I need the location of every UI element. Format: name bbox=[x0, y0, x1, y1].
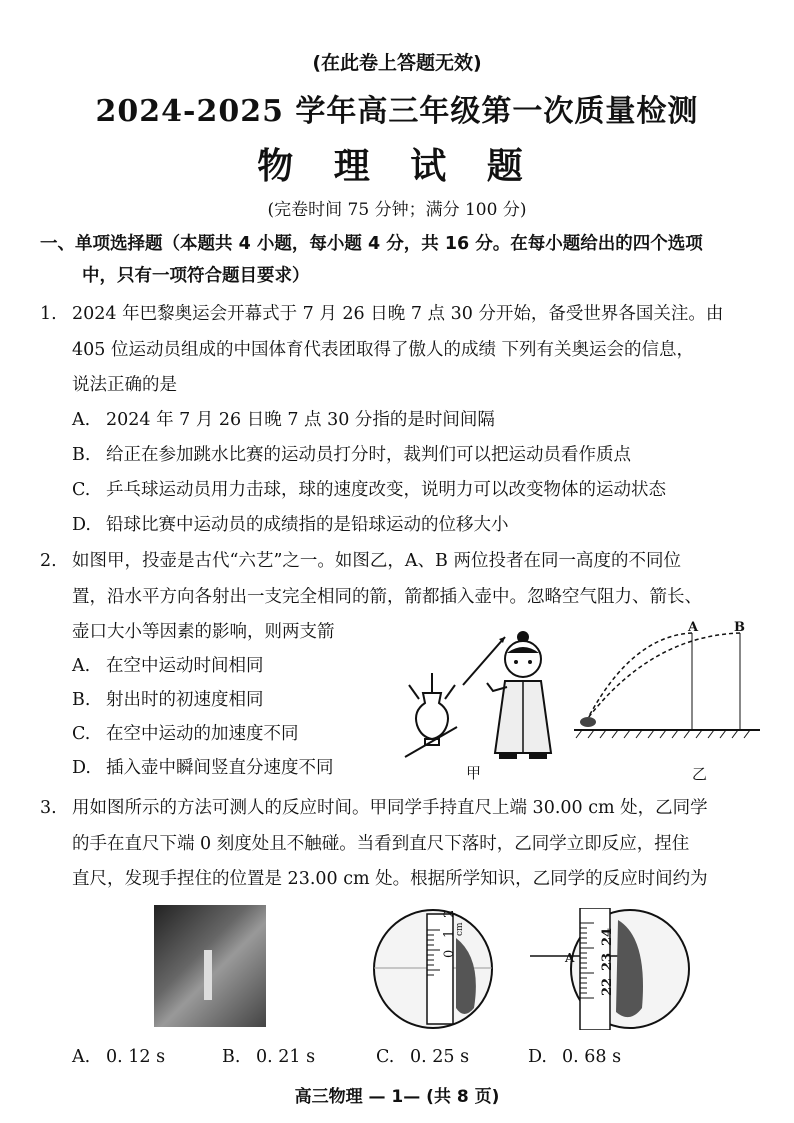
q3-line: 的手在直尺下端 0 刻度处且不触碰。当看到直尺下落时，乙同学立即反应，捏住 bbox=[72, 834, 690, 854]
figure-yi-label: 乙 bbox=[692, 765, 708, 783]
ruler1-tick-1: 1 bbox=[442, 929, 457, 938]
q1-option-b: B. 给正在参加跳水比赛的运动员打分时，裁判们可以把运动员看作质点 bbox=[72, 445, 631, 465]
time-info: (完卷时间 75 分钟；满分 100 分) bbox=[267, 200, 527, 220]
ruler2-tick-22: 22 bbox=[600, 977, 615, 996]
q1-option-d: D. 铅球比赛中运动员的成绩指的是铅球运动的位移大小 bbox=[72, 515, 509, 535]
ruler1-unit: cm bbox=[455, 922, 465, 936]
figure-jia-label: 甲 bbox=[466, 764, 482, 782]
q3-option-b: B. 0. 21 s bbox=[222, 1047, 316, 1067]
ruler1-tick-0: 0 bbox=[442, 949, 457, 958]
q2-line: 置，沿水平方向各射出一支完全相同的箭，箭都插入壶中。忽略空气阻力、箭长、 bbox=[72, 587, 702, 607]
ruler-in-photo bbox=[204, 950, 212, 1000]
q3-option-d: D. 0. 68 s bbox=[528, 1047, 622, 1067]
q1-line: 说法正确的是 bbox=[72, 375, 177, 395]
section-title-line2: 中，只有一项符合题目要求） bbox=[82, 266, 310, 286]
question-number: 2. bbox=[40, 551, 57, 571]
exam-title: 2024-2025 学年高三年级第一次质量检测 bbox=[95, 94, 699, 129]
q2-option-b: B. 射出时的初速度相同 bbox=[72, 690, 264, 710]
q1-line: 2024 年巴黎奥运会开幕式于 7 月 26 日晚 7 点 30 分开始，备受世界各国关注。由 bbox=[72, 304, 724, 324]
q2-line: 壶口大小等因素的影响，则两支箭 bbox=[72, 622, 335, 642]
ruler2-tick-23: 23 bbox=[600, 952, 615, 971]
notice-text: (在此卷上答题无效) bbox=[312, 52, 482, 74]
q1-option-a: A. 2024 年 7 月 26 日晚 7 点 30 分指的是时间间隔 bbox=[72, 410, 495, 430]
ruler1-tick-2: 2 bbox=[442, 909, 457, 918]
question-number: 1. bbox=[40, 304, 57, 324]
q3-line: 用如图所示的方法可测人的反应时间。甲同学手持直尺上端 30.00 cm 处，乙同学 bbox=[72, 798, 708, 818]
section-title-line1: 一、单项选择题（本题共 4 小题，每小题 4 分，共 16 分。在每小题给出的四个选项 bbox=[40, 234, 703, 254]
ruler2-tick-24: 24 bbox=[600, 927, 615, 946]
q3-option-a: A. 0. 12 s bbox=[72, 1047, 166, 1067]
q3-line: 直尺，发现手捏住的位置是 23.00 cm 处。根据所学知识，乙同学的反应时间约为 bbox=[72, 869, 708, 889]
point-b-label: B bbox=[734, 620, 745, 635]
q2-option-d: D. 插入壶中瞬间竖直分速度不同 bbox=[72, 758, 334, 778]
q1-line: 405 位运动员组成的中国体育代表团取得了傲人的成绩 下列有关奥运会的信息， bbox=[72, 340, 695, 360]
point-a-label: A bbox=[688, 620, 699, 635]
page-footer: 高三物理 — 1— (共 8 页) bbox=[294, 1087, 500, 1107]
ruler2-point-label: A bbox=[565, 951, 575, 965]
figure-jia-illustration bbox=[395, 615, 565, 765]
q2-line: 如图甲，投壶是古代“六艺”之一。如图乙，A、B 两位投者在同一高度的不同位 bbox=[72, 551, 681, 571]
ruler-zoom-initial bbox=[372, 908, 494, 1030]
reaction-time-photo bbox=[154, 905, 266, 1027]
q3-option-c: C. 0. 25 s bbox=[376, 1047, 470, 1067]
q2-option-a: A. 在空中运动时间相同 bbox=[72, 656, 264, 676]
subject-title: 物 理 试 题 bbox=[257, 146, 537, 187]
question-number: 3. bbox=[40, 798, 57, 818]
q2-option-c: C. 在空中运动的加速度不同 bbox=[72, 724, 299, 744]
q1-option-c: C. 乒乓球运动员用力击球，球的速度改变，说明力可以改变物体的运动状态 bbox=[72, 480, 666, 500]
